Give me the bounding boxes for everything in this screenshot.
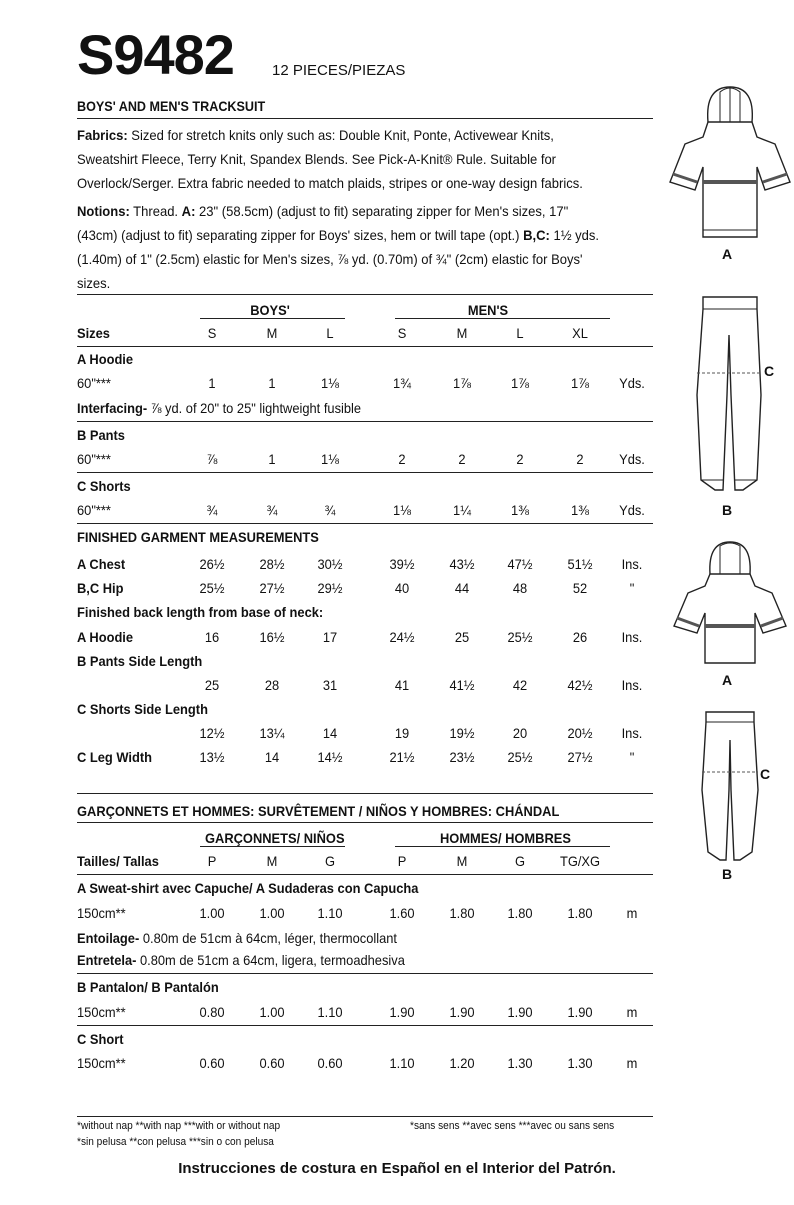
hoodie-illustration-2	[670, 538, 790, 668]
sizes-rule	[77, 346, 653, 347]
spanish-title-rule	[77, 822, 653, 823]
pantalon-width: 150cm**	[77, 1004, 126, 1020]
chest-values-cell: 51½	[567, 556, 593, 572]
chest-values-unit: Ins.	[621, 556, 643, 572]
footnote-fr: *sans sens **avec sens ***avec ou sans sens	[410, 1120, 615, 1132]
pants-length-values-cell: 25	[204, 677, 220, 693]
shorts-length-label: C Shorts Side Length	[77, 701, 208, 717]
group-hommes: HOMMES/ HOMBRES	[440, 830, 571, 846]
size-header-4: M	[456, 325, 468, 341]
c-shorts-width: 60"***	[77, 502, 111, 518]
pantalon-values-cell: 1.00	[259, 1004, 285, 1020]
tailles-label: Tailles/ Tallas	[77, 853, 159, 869]
a-hoodie-values-cell: 1⅞	[511, 375, 529, 391]
hoodie-length-values-cell: 16½	[259, 629, 285, 645]
taille-header-4: M	[456, 853, 468, 869]
c-shorts-values-cell: 1¼	[453, 502, 471, 518]
fabrics-label: Fabrics:	[77, 127, 128, 143]
chest-values-cell: 47½	[507, 556, 533, 572]
taille-header-6: TG/XG	[559, 853, 601, 869]
short-values-cell: 1.10	[389, 1055, 415, 1071]
a-hoodie-values-cell: 1	[208, 375, 216, 391]
short-values-cell: 1.20	[449, 1055, 475, 1071]
a-hoodie-values-unit: Yds.	[619, 375, 645, 391]
sweatshirt-values-unit: m	[626, 905, 638, 921]
english-end-rule	[77, 793, 653, 794]
pants-illustration-1	[695, 295, 765, 500]
sweatshirt-label: A Sweat-shirt avec Capuche/ A Sudaderas con Capucha	[77, 880, 419, 896]
size-header-3: S	[397, 325, 407, 341]
hip-values-cell: 25½	[199, 580, 225, 596]
taille-header-3: P	[397, 853, 407, 869]
sizes-label: Sizes	[77, 325, 110, 341]
pantalon-values-cell: 1.90	[567, 1004, 593, 1020]
pantalon-values-cell: 1.90	[389, 1004, 415, 1020]
interfacing-text: ⅞ yd. of 20" to 25" lightweight fusible	[150, 400, 362, 416]
entoilage-text: 0.80m de 51cm à 64cm, léger, thermocollant	[142, 930, 398, 946]
pants-length-values-cell: 41½	[449, 677, 475, 693]
group-boys: BOYS'	[250, 302, 290, 318]
pants-length-values-cell: 42½	[567, 677, 593, 693]
figure-label-c1: C	[764, 363, 775, 379]
sweatshirt-width: 150cm**	[77, 905, 126, 921]
notions-bc-label: B,C:	[523, 227, 550, 243]
b-pants-label: B Pants	[77, 427, 125, 443]
short-values-cell: 1.30	[507, 1055, 533, 1071]
leg-width-label: C Leg Width	[77, 749, 153, 765]
short-label: C Short	[77, 1031, 124, 1047]
sweatshirt-values-cell: 1.80	[507, 905, 533, 921]
shorts-length-values-cell: 13¼	[259, 725, 285, 741]
figure-label-a2: A	[722, 672, 733, 688]
sweatshirt-rule	[77, 973, 653, 974]
notions-a-text: 23" (58.5cm) (adjust to fit) separating zipper for Men's sizes, 17" (43cm) (adjust to fit) separating zipper for Boys' sizes, hem or twill tape (opt.)	[77, 203, 569, 243]
hoodie-illustration-1	[665, 82, 794, 242]
short-values-cell: 0.60	[199, 1055, 225, 1071]
c-shorts-values-cell: 1⅜	[571, 502, 589, 518]
b-pants-values-cell: 1⅛	[321, 451, 339, 467]
figure-label-c2: C	[760, 766, 771, 782]
sweatshirt-values-cell: 1.10	[317, 905, 343, 921]
size-header-0: S	[207, 325, 217, 341]
group-mens: MEN'S	[467, 302, 509, 318]
hoodie-length-values-cell: 26	[572, 629, 588, 645]
leg-width-values-cell: 14½	[317, 749, 343, 765]
hip-values-cell: 29½	[317, 580, 343, 596]
leg-width-values-cell: 21½	[389, 749, 415, 765]
pants-length-values-unit: Ins.	[621, 677, 643, 693]
taille-header-0: P	[207, 853, 217, 869]
hip-label: B,C Hip	[77, 580, 124, 596]
b-pants-values-cell: 2	[458, 451, 466, 467]
figure-label-b2: B	[722, 866, 733, 882]
tailles-rule	[77, 874, 653, 875]
b-pants-values-cell: 2	[516, 451, 524, 467]
short-values-cell: 0.60	[317, 1055, 343, 1071]
entretela-label: Entretela-	[77, 952, 137, 968]
leg-width-values-cell: 13½	[199, 749, 225, 765]
pattern-number: S9482	[77, 23, 234, 86]
interfacing-label: Interfacing-	[77, 400, 148, 416]
leg-width-values-unit: "	[629, 749, 635, 765]
pantalon-values-cell: 0.80	[199, 1004, 225, 1020]
hoodie-length-values-unit: Ins.	[621, 629, 643, 645]
footnote-en: *without nap **with nap ***with or without nap	[77, 1120, 281, 1132]
b-pants-values-cell: 2	[576, 451, 584, 467]
leg-width-values-cell: 14	[264, 749, 280, 765]
hoodie-length-values-cell: 16	[204, 629, 220, 645]
boys-rule	[200, 318, 345, 319]
hip-values-unit: "	[629, 580, 635, 596]
a-hoodie-values-cell: 1¾	[393, 375, 411, 391]
notions-label: Notions:	[77, 203, 130, 219]
a-hoodie-values-cell: 1	[268, 375, 276, 391]
finished-title: FINISHED GARMENT MEASUREMENTS	[77, 529, 319, 545]
chest-values-cell: 26½	[199, 556, 225, 572]
back-length-label: Finished back length from base of neck:	[77, 604, 324, 620]
c-shorts-values-unit: Yds.	[619, 502, 645, 518]
chest-label: A Chest	[77, 556, 126, 572]
b-pants-values-cell: 2	[398, 451, 406, 467]
a-hoodie-values-cell: 1⅞	[453, 375, 471, 391]
fabrics-text: Sized for stretch knits only such as: Double Knit, Ponte, Activewear Knits, Sweatshirt Fleece, Terry Knit, Spandex Blends. See Pick-A-Knit® Rule. Suitable for Overlock/Serger. Extra fabric needed to match plaids, stripes or one-way design fabrics.	[77, 127, 583, 191]
notions-rule	[77, 294, 653, 295]
c-shorts-values-cell: ¾	[266, 502, 278, 518]
shorts-length-values-cell: 20½	[567, 725, 593, 741]
hip-values-cell: 44	[454, 580, 470, 596]
pieces-count: 12 PIECES/PIEZAS	[272, 62, 406, 79]
pantalon-values-cell: 1.90	[507, 1004, 533, 1020]
b-pants-values-cell: ⅞	[206, 451, 218, 467]
figure-label-b1: B	[722, 502, 733, 518]
hoodie-length-values-cell: 24½	[389, 629, 415, 645]
size-header-1: M	[266, 325, 278, 341]
spanish-title: GARÇONNETS ET HOMMES: SURVÊTEMENT / NIÑOS Y HOMBRES: CHÁNDAL	[77, 803, 560, 819]
chest-values-cell: 30½	[317, 556, 343, 572]
pantalon-rule	[77, 1025, 653, 1026]
entretela-text: 0.80m de 51cm a 64cm, ligera, termoadhesiva	[139, 952, 405, 968]
hip-values-cell: 48	[512, 580, 528, 596]
a-rule	[77, 421, 653, 422]
b-pants-width: 60"***	[77, 451, 111, 467]
interfacing-line	[77, 400, 361, 416]
short-values-unit: m	[626, 1055, 638, 1071]
a-hoodie-label: A Hoodie	[77, 351, 134, 367]
c-rule	[77, 523, 653, 524]
taille-header-5: G	[514, 853, 526, 869]
c-shorts-values-cell: 1⅛	[393, 502, 411, 518]
garconnets-rule	[200, 846, 345, 847]
shorts-length-values-cell: 20	[512, 725, 528, 741]
pantalon-label: B Pantalon/ B Pantalón	[77, 979, 219, 995]
hip-values-cell: 27½	[259, 580, 285, 596]
pants-length-values-cell: 41	[394, 677, 410, 693]
b-rule	[77, 472, 653, 473]
entretela-line	[77, 952, 405, 968]
size-header-6: XL	[572, 325, 588, 341]
pantalon-values-cell: 1.10	[317, 1004, 343, 1020]
notions-bc-text: 1½ yds. (1.40m) of 1" (2.5cm) elastic for Men's sizes, ⅞ yd. (0.70m) of ¾" (2cm) elastic for Boys' sizes.	[77, 227, 600, 291]
sweatshirt-values-cell: 1.00	[199, 905, 225, 921]
title-rule	[77, 118, 653, 119]
pantalon-values-unit: m	[626, 1004, 638, 1020]
hoodie-length-values-cell: 25	[454, 629, 470, 645]
hommes-rule	[395, 846, 610, 847]
shorts-length-values-cell: 19	[394, 725, 410, 741]
c-shorts-label: C Shorts	[77, 478, 131, 494]
hoodie-length-label: A Hoodie	[77, 629, 134, 645]
pants-length-values-cell: 31	[322, 677, 338, 693]
shorts-length-values-cell: 19½	[449, 725, 475, 741]
c-shorts-values-cell: 1⅜	[511, 502, 529, 518]
entoilage-line	[77, 930, 397, 946]
pants-length-label: B Pants Side Length	[77, 653, 203, 669]
hip-values-cell: 52	[572, 580, 588, 596]
pants-length-values-cell: 42	[512, 677, 528, 693]
leg-width-values-cell: 25½	[507, 749, 533, 765]
shorts-length-values-unit: Ins.	[621, 725, 643, 741]
entoilage-label: Entoilage-	[77, 930, 140, 946]
hoodie-length-values-cell: 25½	[507, 629, 533, 645]
notions-paragraph	[77, 199, 607, 295]
b-pants-values-cell: 1	[268, 451, 276, 467]
hip-values-cell: 40	[394, 580, 410, 596]
taille-header-1: M	[266, 853, 278, 869]
size-header-5: L	[516, 325, 524, 341]
spanish-instructions-note: Instrucciones de costura en Español en el Interior del Patrón.	[178, 1160, 616, 1177]
footnote-rule	[77, 1116, 653, 1117]
c-shorts-values-cell: ¾	[206, 502, 218, 518]
short-values-cell: 1.30	[567, 1055, 593, 1071]
shorts-length-values-cell: 14	[322, 725, 338, 741]
b-pants-values-unit: Yds.	[619, 451, 645, 467]
group-garconnets: GARÇONNETS/ NIÑOS	[205, 830, 345, 846]
fabrics-paragraph	[77, 123, 607, 195]
chest-values-cell: 43½	[449, 556, 475, 572]
taille-header-2: G	[324, 853, 336, 869]
short-values-cell: 0.60	[259, 1055, 285, 1071]
pantalon-values-cell: 1.90	[449, 1004, 475, 1020]
sweatshirt-values-cell: 1.80	[567, 905, 593, 921]
size-header-2: L	[326, 325, 334, 341]
pants-length-values-cell: 28	[264, 677, 280, 693]
notions-a-label: A:	[181, 203, 196, 219]
chest-values-cell: 28½	[259, 556, 285, 572]
pattern-title: BOYS' AND MEN'S TRACKSUIT	[77, 98, 266, 114]
pants-illustration-2	[700, 710, 760, 865]
short-width: 150cm**	[77, 1055, 126, 1071]
chest-values-cell: 39½	[389, 556, 415, 572]
sweatshirt-values-cell: 1.60	[389, 905, 415, 921]
leg-width-values-cell: 23½	[449, 749, 475, 765]
shorts-length-values-cell: 12½	[199, 725, 225, 741]
hoodie-length-values-cell: 17	[322, 629, 338, 645]
a-hoodie-values-cell: 1⅞	[571, 375, 589, 391]
c-shorts-values-cell: ¾	[324, 502, 336, 518]
mens-rule	[395, 318, 610, 319]
figure-label-a1: A	[722, 246, 733, 262]
a-hoodie-width: 60"***	[77, 375, 111, 391]
footnote-es: *sin pelusa **con pelusa ***sin o con pelusa	[77, 1136, 274, 1148]
sweatshirt-values-cell: 1.00	[259, 905, 285, 921]
sweatshirt-values-cell: 1.80	[449, 905, 475, 921]
notions-thread: Thread.	[133, 203, 179, 219]
leg-width-values-cell: 27½	[567, 749, 593, 765]
a-hoodie-values-cell: 1⅛	[321, 375, 339, 391]
